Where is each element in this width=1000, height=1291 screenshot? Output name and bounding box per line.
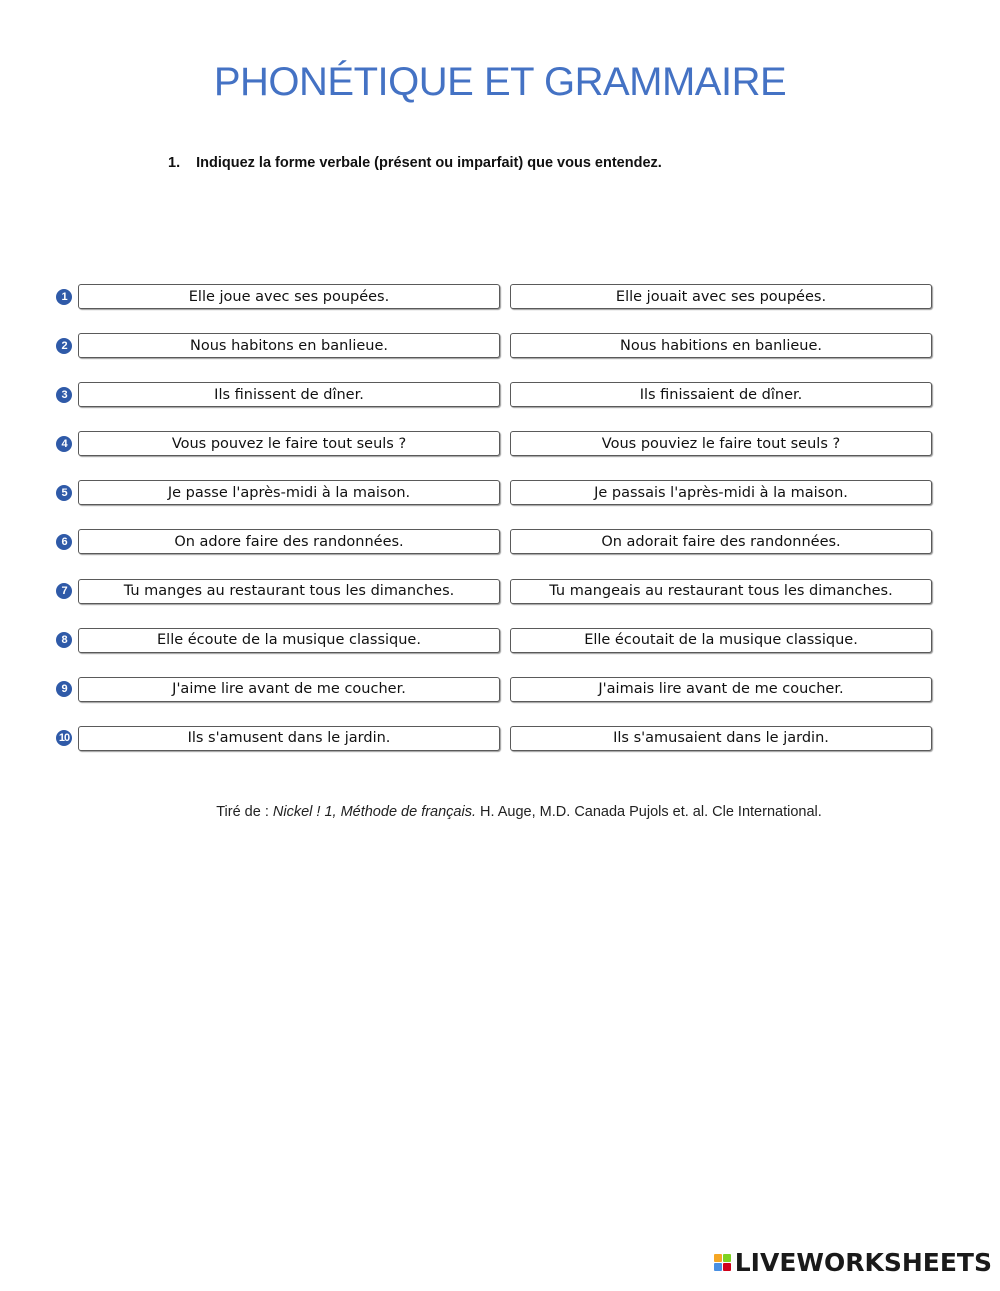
answer-row: [56, 431, 936, 456]
logo-blocks-icon: [714, 1254, 731, 1271]
answer-row: [56, 579, 936, 604]
option-imparfait[interactable]: Je passais l'après-midi à la maison.: [510, 480, 932, 505]
option-imparfait[interactable]: Elle jouait avec ses poupées.: [510, 284, 932, 309]
option-imparfait[interactable]: Ils s'amusaient dans le jardin.: [510, 726, 932, 751]
number-badge-icon: 4: [56, 436, 72, 452]
answer-row: [56, 529, 936, 554]
option-imparfait[interactable]: J'aimais lire avant de me coucher.: [510, 677, 932, 702]
number-badge-icon: 8: [56, 632, 72, 648]
option-imparfait[interactable]: Nous habitions en banlieue.: [510, 333, 932, 358]
option-imparfait[interactable]: Elle écoutait de la musique classique.: [510, 628, 932, 653]
option-present[interactable]: Tu manges au restaurant tous les dimanches.: [78, 579, 500, 604]
option-present[interactable]: Je passe l'après-midi à la maison.: [78, 480, 500, 505]
number-badge-icon: 3: [56, 387, 72, 403]
source-citation: [0, 804, 1000, 820]
number-badge-icon: 5: [56, 485, 72, 501]
option-present[interactable]: On adore faire des randonnées.: [78, 529, 500, 554]
number-badge-icon: 7: [56, 583, 72, 599]
answer-rows: [56, 284, 936, 775]
brand-name: LIVEWORKSHEETS: [734, 1248, 992, 1277]
answer-row: [56, 628, 936, 653]
number-badge-icon: 9: [56, 681, 72, 697]
number-badge-icon: 2: [56, 338, 72, 354]
number-badge-icon: 1: [56, 289, 72, 305]
number-badge-icon: 6: [56, 534, 72, 550]
option-present[interactable]: Ils finissent de dîner.: [78, 382, 500, 407]
option-imparfait[interactable]: On adorait faire des randonnées.: [510, 529, 932, 554]
source-authors: H. Auge, M.D. Canada Pujols et. al. Cle International.: [476, 804, 822, 820]
answer-row: [56, 333, 936, 358]
option-present[interactable]: J'aime lire avant de me coucher.: [78, 677, 500, 702]
answer-row: [56, 677, 936, 702]
option-present[interactable]: Ils s'amusent dans le jardin.: [78, 726, 500, 751]
source-book-title: Nickel ! 1, Méthode de français.: [272, 804, 476, 820]
instruction-text: Indiquez la forme verbale (présent ou imparfait) que vous entendez.: [196, 155, 662, 171]
page-title: PHONÉTIQUE ET GRAMMAIRE: [213, 60, 787, 104]
number-badge-icon: 10: [56, 730, 72, 746]
option-present[interactable]: Elle joue avec ses poupées.: [78, 284, 500, 309]
option-present[interactable]: Elle écoute de la musique classique.: [78, 628, 500, 653]
option-present[interactable]: Vous pouvez le faire tout seuls ?: [78, 431, 500, 456]
option-imparfait[interactable]: Ils finissaient de dîner.: [510, 382, 932, 407]
liveworksheets-logo: [714, 1248, 992, 1277]
option-present[interactable]: Nous habitons en banlieue.: [78, 333, 500, 358]
instruction: [168, 155, 662, 171]
answer-row: [56, 726, 936, 751]
option-imparfait[interactable]: Vous pouviez le faire tout seuls ?: [510, 431, 932, 456]
answer-row: [56, 284, 936, 309]
instruction-number: 1.: [168, 155, 181, 171]
answer-row: [56, 480, 936, 505]
source-prefix: Tiré de :: [216, 804, 273, 820]
option-imparfait[interactable]: Tu mangeais au restaurant tous les dimanches.: [510, 579, 932, 604]
answer-row: [56, 382, 936, 407]
